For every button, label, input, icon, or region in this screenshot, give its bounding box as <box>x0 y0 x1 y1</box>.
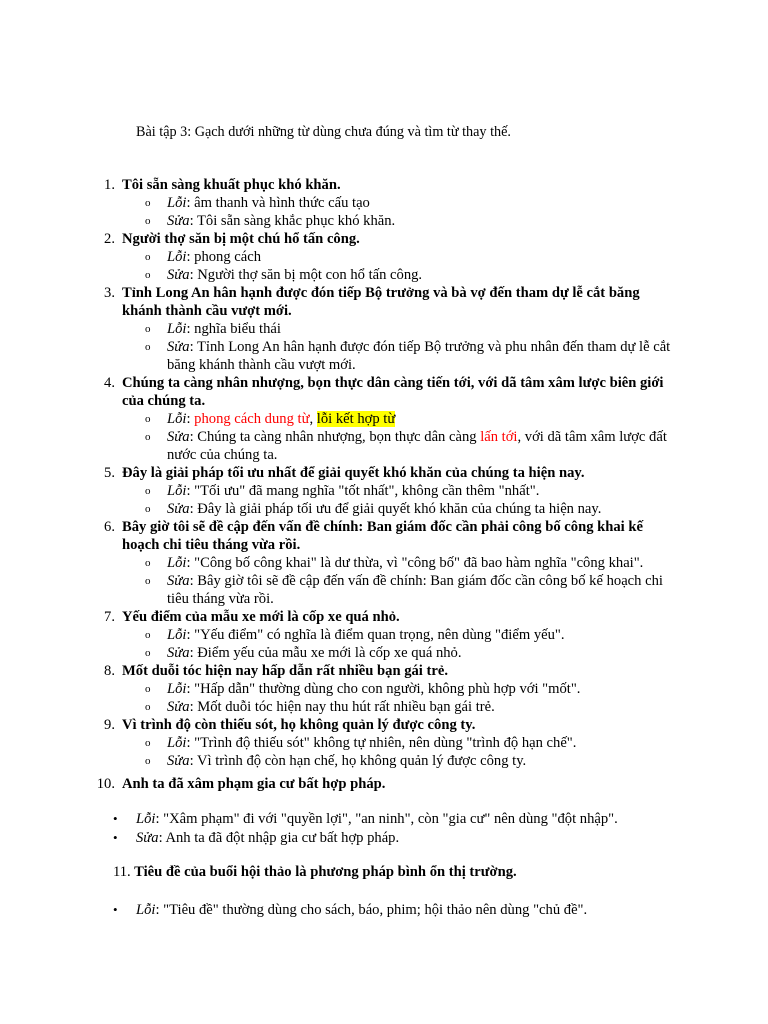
circle-bullet-icon: o <box>145 647 151 659</box>
circle-bullet-icon: o <box>145 323 151 335</box>
error-note: Lỗi: "Tiêu đề" thường dùng cho sách, báo, phim; hội thảo nên dùng "chủ đề". <box>136 902 588 918</box>
error-note: Lỗi: "Xâm phạm" đi với "quyền lợi", "an ninh", còn "gia cư" nên dùng "đột nhập". <box>136 811 618 827</box>
circle-bullet-icon: o <box>145 683 151 695</box>
circle-bullet-icon: o <box>145 575 151 587</box>
error-note: Lỗi: nghĩa biểu thái <box>167 321 281 337</box>
question-text: Đây là giải pháp tối ưu nhất để giải quyết khó khăn của chúng ta hiện nay. <box>122 465 585 481</box>
error-note: Lỗi: "Yếu điểm" có nghĩa là điểm quan trọng, nên dùng "điểm yếu". <box>167 627 565 643</box>
circle-bullet-icon: o <box>145 197 151 209</box>
item-number: 8. <box>104 663 115 679</box>
item-number: 10. <box>96 776 115 792</box>
circle-bullet-icon: o <box>145 503 151 515</box>
item-number: 7. <box>104 609 115 625</box>
item-number: 3. <box>104 285 115 301</box>
question-text: Tỉnh Long An hân hạnh được đón tiếp Bộ trưởng và bà vợ đến tham dự lễ cắt băng khánh thành cầu vượt mới. <box>122 285 640 319</box>
bullet-dot-icon: • <box>113 811 118 826</box>
question-text: Vì trình độ còn thiếu sót, họ không quản lý được công ty. <box>122 717 476 733</box>
correction-note: Sửa: Bây giờ tôi sẽ đề cập đến vấn đề chính: Ban giám đốc cần công bố kế hoạch chi tiêu tháng vừa rồi. <box>167 573 663 607</box>
question-text: Chúng ta càng nhân nhượng, bọn thực dân càng tiến tới, với dã tâm xâm lược biên giới của chúng ta. <box>122 375 664 409</box>
correction-note: Sửa: Mốt duỗi tóc hiện nay thu hút rất nhiều bạn gái trẻ. <box>167 699 495 715</box>
bullet-dot-icon: • <box>113 830 118 845</box>
question-text: Anh ta đã xâm phạm gia cư bất hợp pháp. <box>122 776 386 792</box>
question-text: Người thợ săn bị một chú hổ tấn công. <box>122 231 360 247</box>
circle-bullet-icon: o <box>145 737 151 749</box>
error-note: Lỗi: "Công bố công khai" là dư thừa, vì "công bố" đã bao hàm nghĩa "công khai". <box>167 555 644 571</box>
circle-bullet-icon: o <box>145 341 151 353</box>
correction-note: Sửa: Tôi sẵn sàng khắc phục khó khăn. <box>167 213 396 229</box>
correction-note: Sửa: Anh ta đã đột nhập gia cư bất hợp pháp. <box>136 830 400 846</box>
error-note: Lỗi: âm thanh và hình thức cấu tạo <box>167 195 370 211</box>
item-number: 2. <box>104 231 115 247</box>
correction-note: Sửa: Chúng ta càng nhân nhượng, bọn thực dân càng lấn tới, với dã tâm xâm lược đất nước của chúng ta. <box>167 429 667 463</box>
item-number: 1. <box>104 177 115 193</box>
circle-bullet-icon: o <box>145 269 151 281</box>
circle-bullet-icon: o <box>145 431 151 443</box>
question-text: Bây giờ tôi sẽ đề cập đến vấn đề chính: Ban giám đốc cần phải công bố công khai kế hoạch chi tiêu tháng vừa rồi. <box>122 519 643 553</box>
circle-bullet-icon: o <box>145 755 151 767</box>
circle-bullet-icon: o <box>145 485 151 497</box>
highlighted-error-type: lỗi kết hợp từ <box>316 411 396 427</box>
item-number: 5. <box>104 465 115 481</box>
question-text: Mốt duỗi tóc hiện nay hấp dẫn rất nhiều bạn gái trẻ. <box>122 663 448 679</box>
circle-bullet-icon: o <box>145 413 151 425</box>
question-text: Yếu điểm của mẫu xe mới là cốp xe quá nhỏ. <box>122 609 400 625</box>
circle-bullet-icon: o <box>145 629 151 641</box>
correction-note: Sửa: Tỉnh Long An hân hạnh được đón tiếp Bộ trưởng và phu nhân đến tham dự lễ cắt băng khánh thành cầu vượt mới. <box>167 339 671 373</box>
question-text: Tôi sẵn sàng khuất phục khó khăn. <box>122 177 341 193</box>
circle-bullet-icon: o <box>145 701 151 713</box>
correction-note: Sửa: Người thợ săn bị một con hổ tấn công. <box>167 267 423 283</box>
bullet-dot-icon: • <box>113 902 118 917</box>
circle-bullet-icon: o <box>145 557 151 569</box>
highlighted-error: phong cách dung từ <box>194 411 310 427</box>
question-text: 11. Tiêu đề của buổi hội thảo là phương pháp bình ổn thị trường. <box>113 864 517 880</box>
circle-bullet-icon: o <box>145 251 151 263</box>
item-number: 4. <box>104 375 115 391</box>
error-note: Lỗi: phong cách <box>167 249 262 265</box>
item-number: 9. <box>104 717 115 733</box>
corrected-word: lấn tới <box>480 429 518 445</box>
error-note: Lỗi: "Hấp dẫn" thường dùng cho con người, không phù hợp với "mốt". <box>167 681 581 697</box>
error-note: Lỗi: "Tối ưu" đã mang nghĩa "tốt nhất", không cần thêm "nhất". <box>167 483 540 499</box>
item-number: 6. <box>104 519 115 535</box>
circle-bullet-icon: o <box>145 215 151 227</box>
error-note: Lỗi: phong cách dung từ, lỗi kết hợp từ <box>167 411 396 427</box>
item-number: 11. <box>113 864 131 880</box>
correction-note: Sửa: Điểm yếu của mẫu xe mới là cốp xe quá nhỏ. <box>167 645 462 661</box>
error-note: Lỗi: "Trình độ thiếu sót" không tự nhiên, nên dùng "trình độ hạn chế". <box>167 735 577 751</box>
correction-note: Sửa: Đây là giải pháp tối ưu để giải quyết khó khăn của chúng ta hiện nay. <box>167 501 602 517</box>
correction-note: Sửa: Vì trình độ còn hạn chế, họ không quản lý được công ty. <box>167 753 527 769</box>
exercise-heading: Bài tập 3: Gạch dưới những từ dùng chưa đúng và tìm từ thay thế. <box>136 124 511 140</box>
